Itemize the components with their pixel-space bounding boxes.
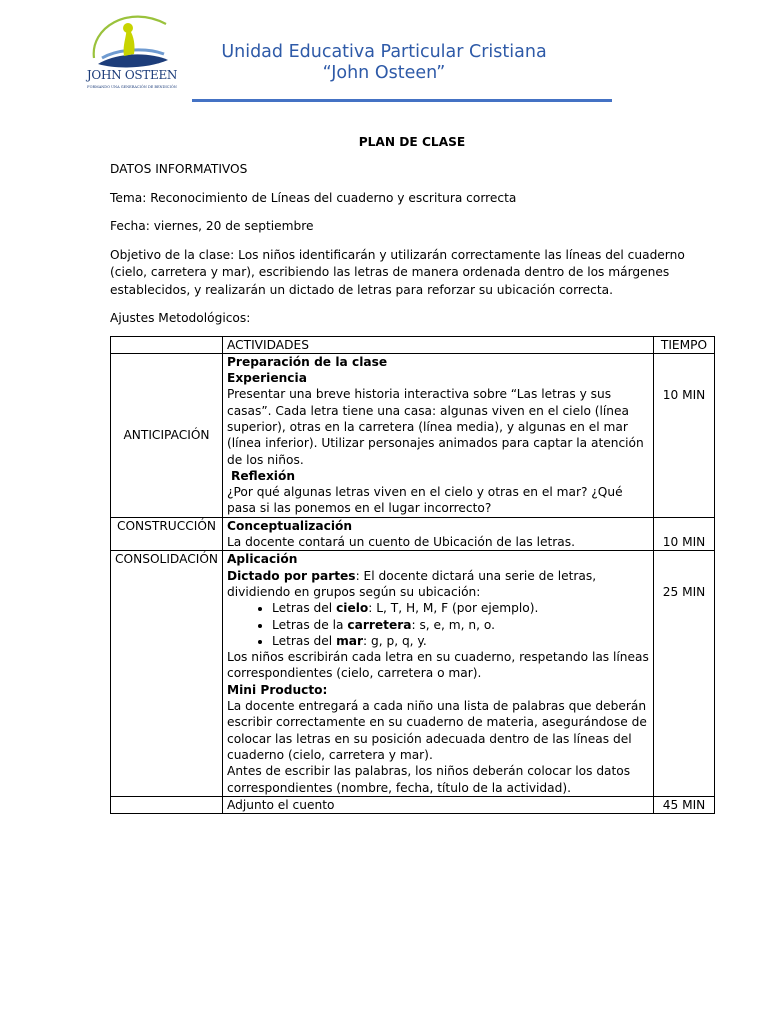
- table-row-construccion: [111, 517, 715, 551]
- school-title-line2: “John Osteen”: [322, 63, 446, 83]
- activities-consolidacion: [223, 551, 654, 796]
- header-cell-time: TIEMPO: [654, 336, 715, 353]
- phase-construccion: CONSTRUCCIÓN: [111, 517, 223, 551]
- bullet-text: : L, T, H, M, F (por ejemplo).: [368, 601, 539, 616]
- bullet-text: : g, p, q, y.: [363, 633, 427, 648]
- mini-producto-heading: Mini Producto:: [227, 682, 328, 697]
- school-logo: [86, 8, 178, 94]
- bullet-bold: carretera: [347, 617, 412, 632]
- logo-emblem-icon: [88, 8, 176, 70]
- prep-heading: Preparación de la clase: [227, 354, 388, 369]
- mini-producto-text: La docente entregará a cada niño una lista de palabras que deberán escribir correctamente en su cuaderno de materia, asegurándose de colocar las letras en su posición adecuada dentro de las líneas del cuaderno (cielo, carretera y mar).: [227, 699, 647, 762]
- antes-text: Antes de escribir las palabras, los niños deberán colocar los datos correspondientes (nombre, fecha, título de la actividad).: [227, 764, 631, 795]
- header-divider: [192, 99, 612, 102]
- experiencia-text: Presentar una breve historia interactiva sobre “Las letras y sus casas”. Cada letra tiene una casa: algunas viven en el cielo (línea superior), otras en la carretera (línea media), y algunas en el mar (línea inferior). Utilizar personajes animados para captar la atención de los niños.: [227, 387, 644, 467]
- aplicacion-heading: Aplicación: [227, 552, 298, 567]
- logo-name: JOHN OSTEEN: [86, 68, 178, 82]
- list-item: [272, 633, 649, 649]
- table-row-anticipacion: [111, 353, 715, 517]
- table-row-footer: [111, 796, 715, 813]
- letter-groups-list: [227, 600, 649, 649]
- time-construccion: 10 MIN: [654, 517, 715, 551]
- phase-anticipacion: ANTICIPACIÓN: [111, 353, 223, 517]
- reflexion-heading: Reflexión: [231, 468, 296, 483]
- bullet-text: Letras del: [272, 633, 337, 648]
- time-anticipacion: 10 MIN: [654, 353, 715, 517]
- ajustes-heading: Ajustes Metodológicos:: [110, 311, 251, 325]
- list-item: [272, 617, 649, 633]
- footer-cell-text: Adjunto el cuento: [223, 796, 654, 813]
- document-body: [110, 134, 714, 814]
- conceptualizacion-text: La docente contará un cuento de Ubicación de las letras.: [227, 535, 575, 550]
- phase-consolidacion: CONSOLIDACIÓN: [111, 551, 223, 796]
- experiencia-heading: Experiencia: [227, 371, 307, 386]
- ninos-text: Los niños escribirán cada letra en su cuaderno, respetando las líneas correspondientes (cielo, carretera o mar).: [227, 650, 649, 681]
- objetivo-paragraph: Objetivo de la clase: Los niños identificarán y utilizarán correctamente las líneas del cuaderno (cielo, carretera y mar), escribiendo las letras de manera ordenada dentro de los márgenes establecidos, y realizarán un dictado de letras para reforzar su ubicación correcta.: [110, 247, 685, 297]
- conceptualizacion-heading: Conceptualización: [227, 518, 353, 533]
- footer-cell-phase: [111, 796, 223, 813]
- table-header-row: [111, 336, 715, 353]
- tema-line: Tema: Reconocimiento de Líneas del cuaderno y escritura correcta: [110, 190, 517, 205]
- school-title-line1: Unidad Educativa Particular Cristiana: [221, 42, 547, 62]
- footer-cell-time: 45 MIN: [654, 796, 715, 813]
- bullet-bold: mar: [336, 633, 363, 648]
- fecha-line: Fecha: viernes, 20 de septiembre: [110, 219, 314, 233]
- bullet-text: : s, e, m, n, o.: [411, 617, 496, 632]
- lesson-plan-table: [110, 336, 715, 815]
- dictado-paragraph: [227, 568, 649, 601]
- document-title: PLAN DE CLASE: [358, 135, 466, 149]
- logo-tagline: FORMANDO UNA GENERACIÓN DE BENDICIÓN: [87, 85, 177, 89]
- bullet-text: Letras del: [272, 601, 337, 616]
- list-item: [272, 600, 649, 616]
- activities-anticipacion: [223, 353, 654, 517]
- header-cell-phase: [111, 336, 223, 353]
- time-consolidacion: 25 MIN: [654, 551, 715, 796]
- activities-construccion: [223, 517, 654, 551]
- bullet-text: Letras de la: [272, 617, 348, 632]
- table-row-consolidacion: [111, 551, 715, 796]
- school-title: [192, 42, 576, 84]
- reflexion-text: ¿Por qué algunas letras viven en el cielo y otras en el mar? ¿Qué pasa si las ponemos en el lugar incorrecto?: [227, 485, 623, 516]
- dictado-label: Dictado por partes: [227, 568, 356, 583]
- dictado-text: : El docente dictará una serie de letras, dividiendo en grupos según su ubicación:: [227, 568, 597, 599]
- bullet-bold: cielo: [336, 601, 369, 616]
- header-cell-activities: ACTIVIDADES: [223, 336, 654, 353]
- datos-informativos: DATOS INFORMATIVOS: [110, 162, 248, 176]
